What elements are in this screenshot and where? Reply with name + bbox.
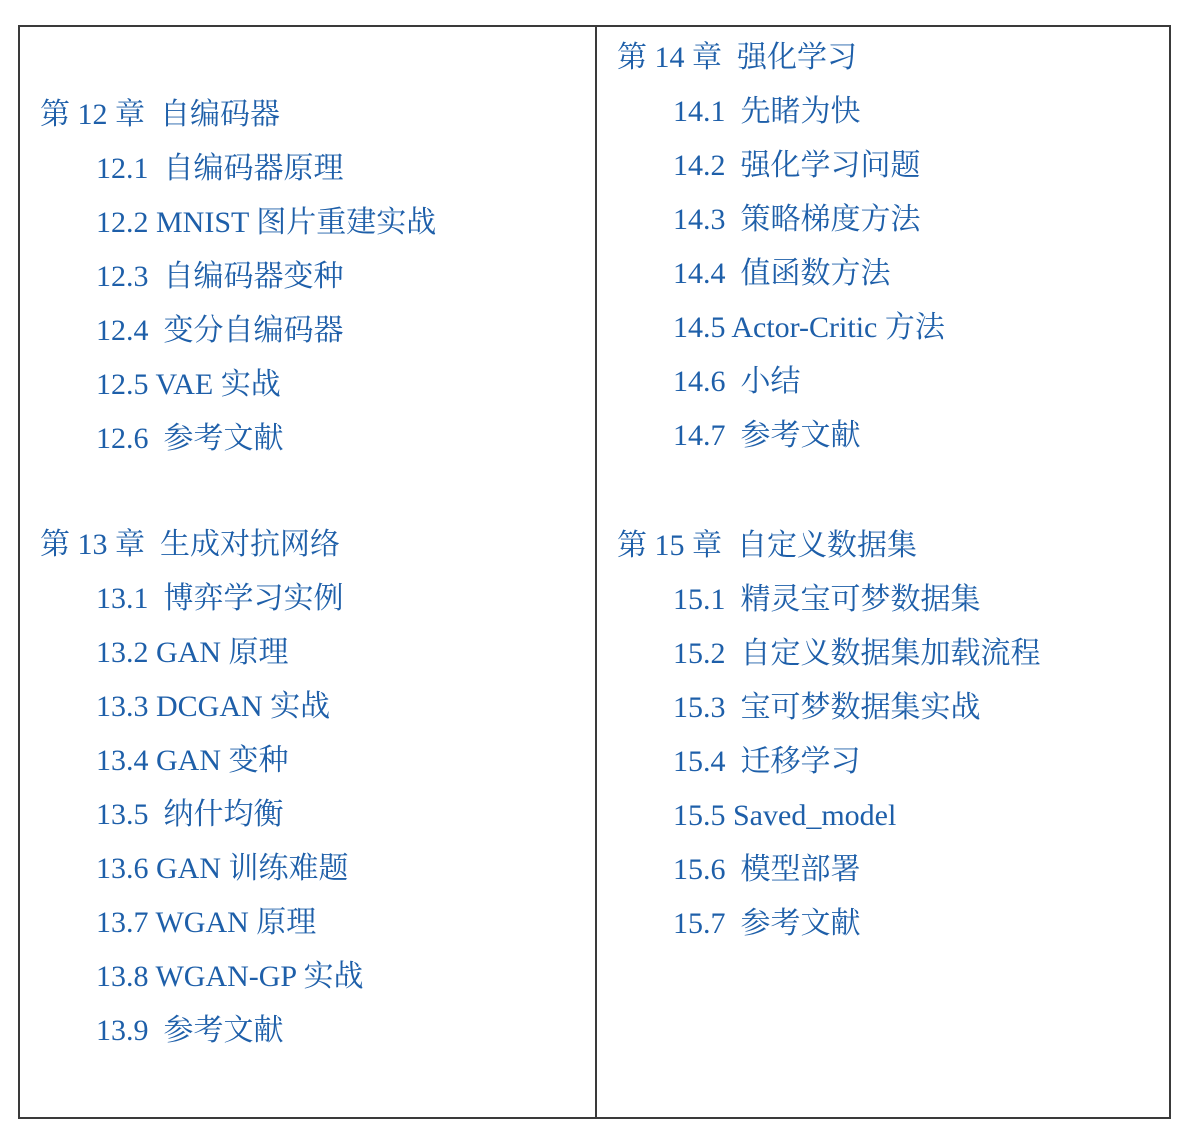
toc-entry-15-3[interactable]: 15.3 宝可梦数据集实战 [673, 691, 981, 724]
toc-entry-14-1[interactable]: 14.1 先睹为快 [673, 95, 861, 128]
chapter-15-block [617, 519, 1169, 951]
chapter-14-heading[interactable]: 第 14 章 强化学习 [617, 41, 857, 74]
chapter-15-heading[interactable]: 第 15 章 自定义数据集 [617, 529, 917, 562]
toc-entry-15-1[interactable]: 15.1 精灵宝可梦数据集 [673, 583, 981, 616]
toc-entry-14-4[interactable]: 14.4 值函数方法 [673, 257, 891, 290]
toc-entry-13-2[interactable]: 13.2 GAN 原理 [96, 636, 289, 669]
toc-entry-14-6[interactable]: 14.6 小结 [673, 365, 801, 398]
toc-entry-15-6[interactable]: 15.6 模型部署 [673, 853, 861, 886]
toc-column-right [597, 27, 1169, 1117]
toc-entry-12-1[interactable]: 12.1 自编码器原理 [96, 152, 344, 185]
toc-entry-13-1[interactable]: 13.1 博弈学习实例 [96, 582, 344, 615]
toc-entry-15-2[interactable]: 15.2 自定义数据集加载流程 [673, 637, 1041, 670]
toc-entry-13-6[interactable]: 13.6 GAN 训练难题 [96, 852, 349, 885]
toc-entry-15-7[interactable]: 15.7 参考文献 [673, 907, 861, 940]
chapter-13-block [40, 518, 595, 1058]
toc-box [18, 25, 1171, 1119]
toc-entry-13-4[interactable]: 13.4 GAN 变种 [96, 744, 289, 777]
chapter-12-heading[interactable]: 第 12 章 自编码器 [40, 98, 280, 131]
toc-entry-12-3[interactable]: 12.3 自编码器变种 [96, 260, 344, 293]
toc-entry-13-7[interactable]: 13.7 WGAN 原理 [96, 906, 317, 939]
toc-entry-14-2[interactable]: 14.2 强化学习问题 [673, 149, 921, 182]
chapter-14-block [617, 31, 1169, 463]
toc-entry-14-7[interactable]: 14.7 参考文献 [673, 419, 861, 452]
toc-entry-12-6[interactable]: 12.6 参考文献 [96, 422, 284, 455]
chapter-13-heading[interactable]: 第 13 章 生成对抗网络 [40, 528, 340, 561]
toc-column-left [20, 27, 597, 1117]
toc-entry-15-4[interactable]: 15.4 迁移学习 [673, 745, 861, 778]
toc-entry-14-3[interactable]: 14.3 策略梯度方法 [673, 203, 921, 236]
toc-entry-13-3[interactable]: 13.3 DCGAN 实战 [96, 690, 331, 723]
toc-entry-12-2[interactable]: 12.2 MNIST 图片重建实战 [96, 206, 437, 239]
toc-entry-12-4[interactable]: 12.4 变分自编码器 [96, 314, 344, 347]
toc-entry-12-5[interactable]: 12.5 VAE 实战 [96, 368, 281, 401]
chapter-12-block [40, 88, 595, 466]
toc-entry-14-5[interactable]: 14.5 Actor-Critic 方法 [673, 311, 945, 344]
toc-entry-13-5[interactable]: 13.5 纳什均衡 [96, 798, 284, 831]
toc-entry-13-8[interactable]: 13.8 WGAN-GP 实战 [96, 960, 364, 993]
toc-entry-15-5[interactable]: 15.5 Saved_model [673, 799, 897, 832]
toc-entry-13-9[interactable]: 13.9 参考文献 [96, 1014, 284, 1047]
